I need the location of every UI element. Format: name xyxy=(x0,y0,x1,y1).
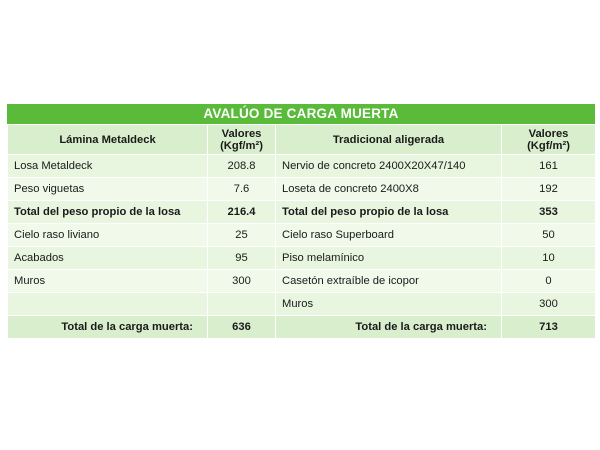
header-right-value-line2: (Kgf/m²) xyxy=(527,139,570,152)
row-left-name: Muros xyxy=(8,270,208,293)
header-left-value-line2: (Kgf/m²) xyxy=(220,139,263,152)
row-left-value xyxy=(208,293,276,316)
header-right-name: Tradicional aligerada xyxy=(276,125,502,155)
row-right-name: Cielo raso Superboard xyxy=(276,224,502,247)
row-left-name: Cielo raso liviano xyxy=(8,224,208,247)
header-right-value-line1: Valores xyxy=(528,127,569,140)
table-row xyxy=(8,224,596,247)
row-right-value: 353 xyxy=(502,201,596,224)
row-left-value: 25 xyxy=(208,224,276,247)
header-right-value xyxy=(502,125,596,155)
row-right-value: 300 xyxy=(502,293,596,316)
row-right-value: 10 xyxy=(502,247,596,270)
row-left-value: 95 xyxy=(208,247,276,270)
row-left-name: Peso viguetas xyxy=(8,178,208,201)
dead-load-table xyxy=(7,104,595,339)
row-left-name: Total del peso propio de la losa xyxy=(8,201,208,224)
row-left-value: 300 xyxy=(208,270,276,293)
row-right-value: 0 xyxy=(502,270,596,293)
row-left-value: 7.6 xyxy=(208,178,276,201)
table-title: AVALÚO DE CARGA MUERTA xyxy=(7,104,595,124)
row-left-value: 216.4 xyxy=(208,201,276,224)
row-right-value: 50 xyxy=(502,224,596,247)
table-row xyxy=(8,247,596,270)
total-right-label: Total de la carga muerta: xyxy=(276,316,502,339)
row-right-name: Muros xyxy=(276,293,502,316)
row-right-name: Nervio de concreto 2400X20X47/140 xyxy=(276,155,502,178)
row-left-name xyxy=(8,293,208,316)
row-right-value: 192 xyxy=(502,178,596,201)
row-left-name: Acabados xyxy=(8,247,208,270)
total-row xyxy=(8,316,596,339)
header-left-name: Lámina Metaldeck xyxy=(8,125,208,155)
total-right-value: 713 xyxy=(502,316,596,339)
row-right-value: 161 xyxy=(502,155,596,178)
total-left-value: 636 xyxy=(208,316,276,339)
header-left-value xyxy=(208,125,276,155)
row-right-name: Total del peso propio de la losa xyxy=(276,201,502,224)
row-right-name: Piso melamínico xyxy=(276,247,502,270)
row-right-name: Loseta de concreto 2400X8 xyxy=(276,178,502,201)
header-row xyxy=(8,125,596,155)
table-row xyxy=(8,293,596,316)
row-left-value: 208.8 xyxy=(208,155,276,178)
subtotal-row xyxy=(8,201,596,224)
row-right-name: Casetón extraíble de icopor xyxy=(276,270,502,293)
table-row xyxy=(8,270,596,293)
total-left-label: Total de la carga muerta: xyxy=(8,316,208,339)
header-left-value-line1: Valores xyxy=(221,127,262,140)
row-left-name: Losa Metaldeck xyxy=(8,155,208,178)
table-row xyxy=(8,178,596,201)
dead-load-grid xyxy=(7,124,596,339)
table-row xyxy=(8,155,596,178)
